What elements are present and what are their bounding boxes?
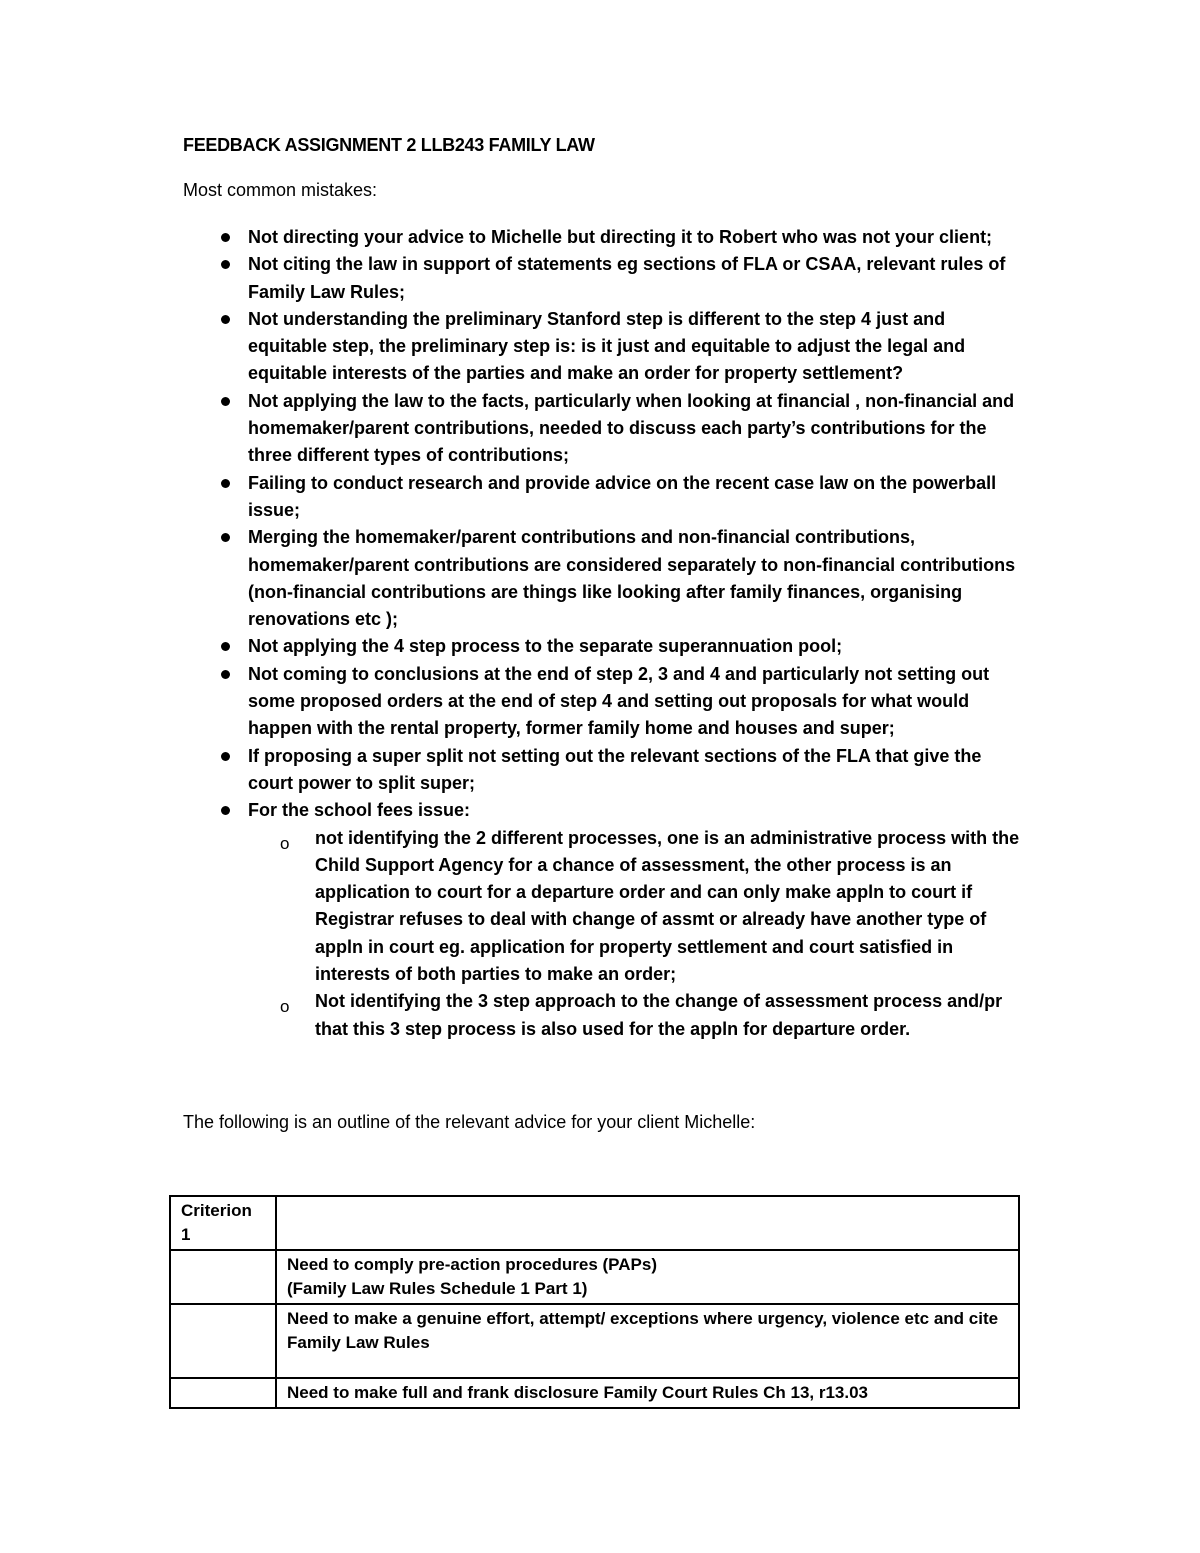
sub-list-item: o not identifying the 2 different processes, one is an administrative process with the Child Support Agency for a chance of assessment, the other process is an application to court for a departure order and can only make appln to court if Registrar refuses to deal with change of assmt or already have another type of appln in court eg. application for property settlement and court satisfied in interests of both parties to make an order; (280, 827, 1020, 985)
sub-bullet-icon: o (280, 997, 290, 1017)
mistakes-list (248, 224, 1028, 1043)
list-item: Failing to conduct research and provide advice on the recent case law on the powerball issue; (248, 470, 1028, 525)
bullet-icon (221, 479, 230, 488)
bullet-icon (221, 670, 230, 679)
bullet-icon (221, 233, 230, 242)
table-cell: Need to comply pre-action procedures (PAPs) (Family Law Rules Schedule 1 Part 1) (276, 1250, 1019, 1304)
mistakes-heading: Most common mistakes: (183, 180, 378, 200)
table-cell (276, 1196, 1019, 1250)
school-fees-sublist (280, 825, 1028, 1043)
list-item: Not applying the law to the facts, particularly when looking at financial , non-financial and homemaker/parent contributions, needed to discuss each party’s contributions for the three different types of contributions; (248, 388, 1028, 470)
bullet-icon (221, 315, 230, 324)
list-item: If proposing a super split not setting out the relevant sections of the FLA that give the court power to split super; (248, 743, 1028, 798)
bullet-icon (221, 752, 230, 761)
table-cell: Need to make full and frank disclosure Family Court Rules Ch 13, r13.03 (276, 1378, 1019, 1408)
list-item: Not citing the law in support of statements eg sections of FLA or CSAA, relevant rules of Family Law Rules; (248, 251, 1028, 306)
sub-bullet-icon: o (280, 833, 290, 853)
list-item: Not applying the 4 step process to the separate superannuation pool; (248, 633, 1028, 660)
bullet-icon (221, 806, 230, 815)
bullet-icon (221, 533, 230, 542)
list-item: Not coming to conclusions at the end of step 2, 3 and 4 and particularly not setting out some proposed orders at the end of step 4 and setting out proposals for what would happen with the rental property, former family home and houses and super; (248, 661, 1028, 743)
bullet-icon (221, 642, 230, 651)
table-row (170, 1196, 1019, 1250)
table-row (170, 1378, 1019, 1408)
list-item: Not understanding the preliminary Stanford step is different to the step 4 just and equitable step, the preliminary step is: is it just and equitable to adjust the legal and equitable interests of the parties and make an order for property settlement? (248, 306, 1028, 388)
table-row (170, 1304, 1019, 1378)
table-row (170, 1250, 1019, 1304)
list-item: For the school fees issue: o not identifying the 2 different processes, one is an administrative process with the Child Support Agency for a chance of assessment, the other process is an application to court for a departure order and can only make appln to court if Registrar refuses to deal with change of assmt or already have another type of appln in court eg. application for property settlement and court satisfied in interests of both parties to make an order; o Not identifying the 3 step approach to the change of assessment process and/pr that this 3 step process is also used for the appln for departure order. (248, 797, 1028, 1043)
bullet-icon (221, 397, 230, 406)
list-item: Merging the homemaker/parent contributions and non-financial contributions, homemaker/parent contributions are considered separately to non-financial contributions (non-financial contributions are things like looking after family finances, organising renovations etc ); (248, 524, 1028, 633)
criteria-table (169, 1195, 1020, 1409)
criterion-label-cell: Criterion 1 (170, 1196, 276, 1250)
table-cell: Need to make a genuine effort, attempt/ exceptions where urgency, violence etc and cite Family Law Rules (276, 1304, 1019, 1378)
sub-list-item: o Not identifying the 3 step approach to the change of assessment process and/pr that this 3 step process is also used for the appln for departure order. (280, 991, 1003, 1039)
table-cell (170, 1250, 276, 1304)
table-cell (170, 1378, 276, 1408)
document-title: FEEDBACK ASSIGNMENT 2 LLB243 FAMILY LAW (183, 135, 595, 155)
list-item: Not directing your advice to Michelle but directing it to Robert who was not your client; (248, 224, 1028, 251)
table-cell (170, 1304, 276, 1378)
bullet-icon (221, 260, 230, 269)
outline-intro: The following is an outline of the relevant advice for your client Michelle: (183, 1112, 756, 1132)
